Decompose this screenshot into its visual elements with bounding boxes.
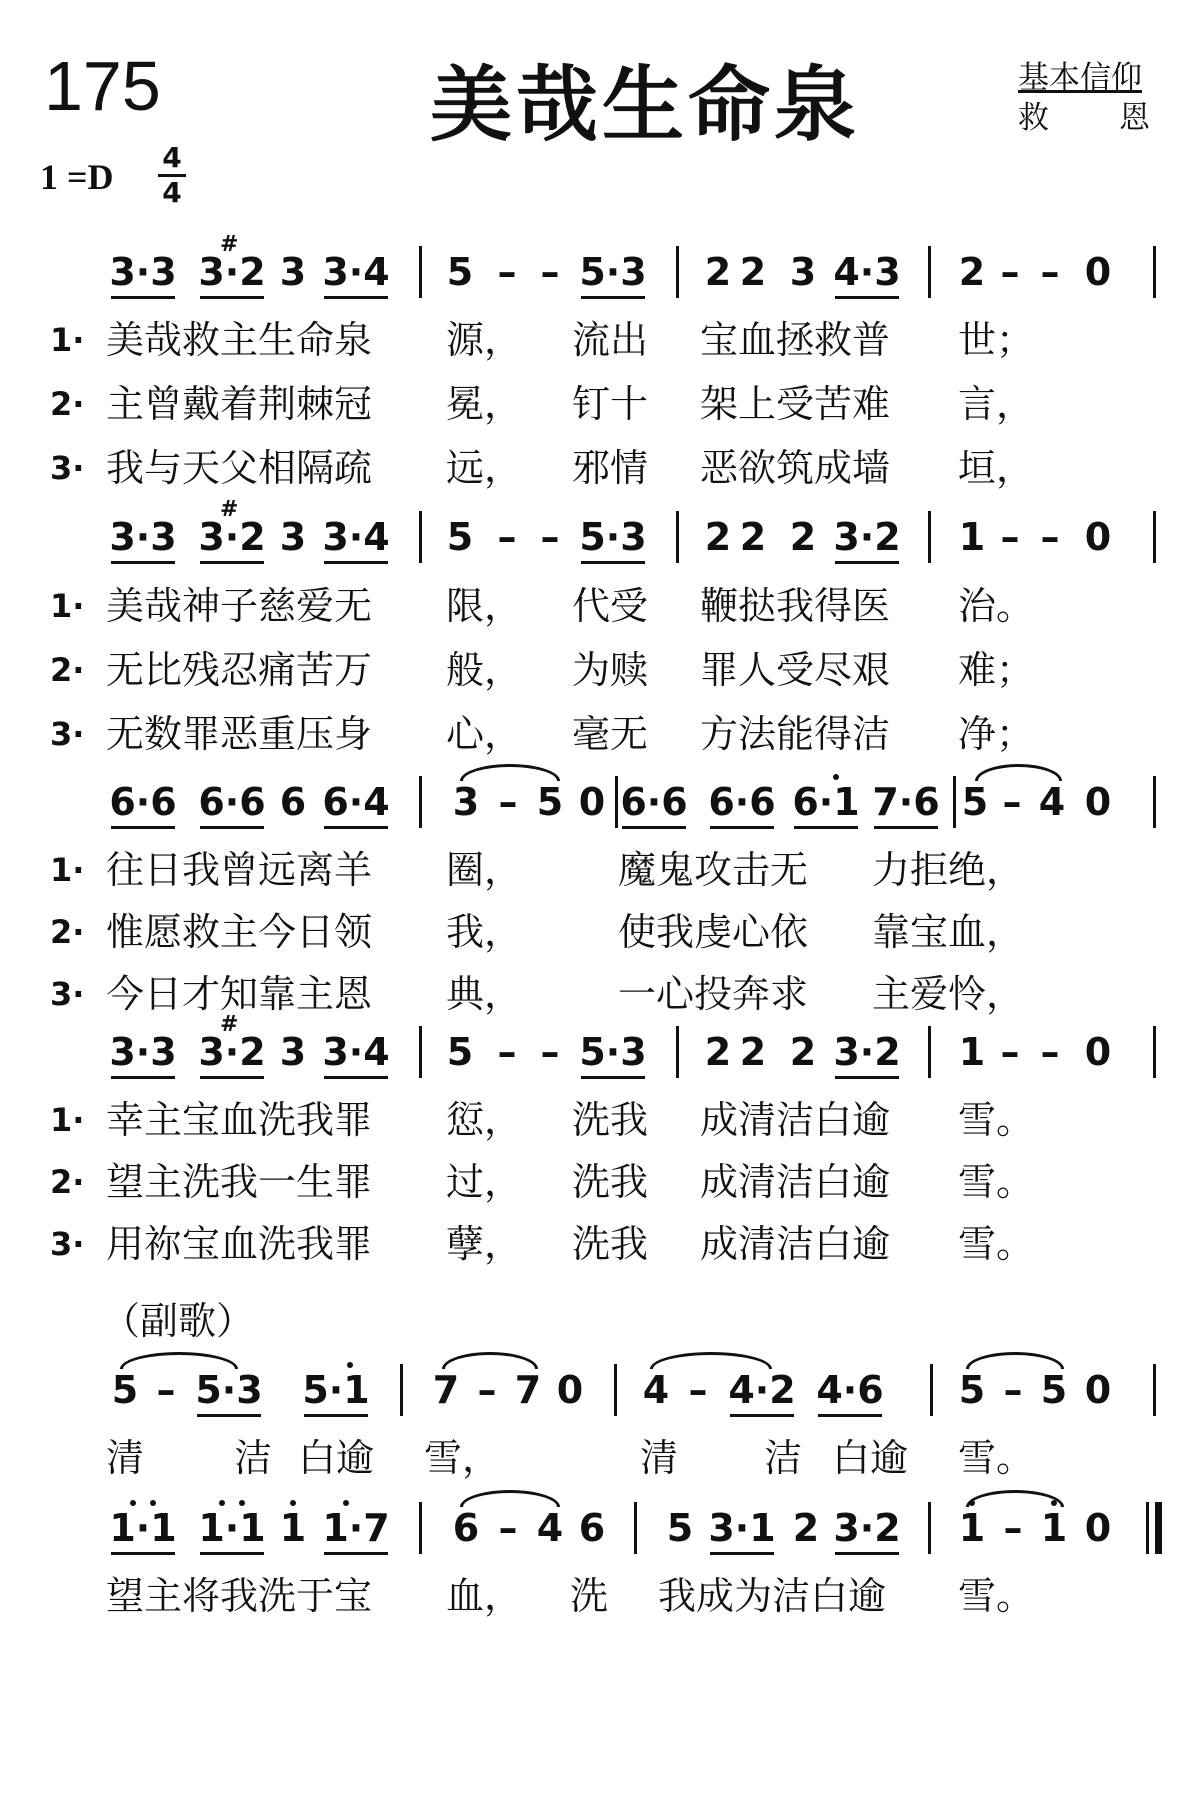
- note: 0: [578, 780, 606, 824]
- subcategory-label: [1018, 92, 1150, 137]
- tie-slur: [966, 1490, 1064, 1507]
- beam-underline: [200, 1076, 264, 1079]
- lyric-text: 宝血拯救普: [700, 318, 891, 362]
- note: 0: [1084, 1506, 1112, 1550]
- note: 3·2: [833, 1506, 901, 1550]
- barline: [419, 1502, 422, 1554]
- note: –: [1040, 1030, 1060, 1074]
- note: 1·1: [198, 1506, 266, 1550]
- barline: [1146, 1502, 1149, 1554]
- sharp-sign: #: [220, 1012, 239, 1037]
- chorus-lyric: 血，: [446, 1574, 523, 1618]
- note: 1: [958, 1030, 986, 1074]
- key-signature: 1 =D: [40, 157, 114, 197]
- verse-number: 2·: [50, 651, 85, 689]
- note: –: [498, 1506, 518, 1550]
- note: 3·2: [198, 1030, 266, 1074]
- note: 3·2: [833, 515, 901, 559]
- beam-underline: [730, 1414, 794, 1417]
- note: 3·3: [109, 1030, 177, 1074]
- note: 6·1: [792, 780, 860, 824]
- note: 0: [1084, 515, 1112, 559]
- note: 5: [446, 515, 474, 559]
- note: 1: [1040, 1506, 1068, 1550]
- note: 2: [704, 515, 732, 559]
- octave-dot: [150, 1500, 156, 1506]
- note: 3·4: [322, 515, 390, 559]
- beam-underline: [581, 1076, 645, 1079]
- chorus-lyric: 雪，: [424, 1436, 501, 1480]
- barline: [419, 776, 422, 828]
- note: 4: [536, 1506, 564, 1550]
- note: 5: [958, 1368, 986, 1412]
- beam-underline: [111, 1076, 175, 1079]
- tie-slur: [650, 1352, 772, 1369]
- note: 3: [279, 1030, 307, 1074]
- note: 3·3: [109, 515, 177, 559]
- lyric-text: 般，: [446, 648, 523, 692]
- note: 2: [739, 250, 767, 294]
- verse-number: 2·: [50, 1163, 85, 1201]
- note: –: [498, 780, 518, 824]
- chorus-lyric: 洁: [764, 1436, 803, 1480]
- barline: [928, 1026, 931, 1078]
- barline: [1153, 511, 1156, 563]
- note: 6·6: [198, 780, 266, 824]
- note: –: [1003, 1506, 1023, 1550]
- note: 4·3: [833, 250, 901, 294]
- note: 6·6: [708, 780, 776, 824]
- note: 5·3: [579, 250, 647, 294]
- chorus-lyric: 清: [640, 1436, 679, 1480]
- lyric-text: 源，: [446, 318, 523, 362]
- chorus-lyric: 白逾: [298, 1436, 375, 1480]
- verse-number: 2·: [50, 913, 85, 951]
- note: 1·7: [322, 1506, 390, 1550]
- note: 6: [452, 1506, 480, 1550]
- chorus-lyric: 雪。: [958, 1436, 1035, 1480]
- lyric-text: 成清洁白逾: [700, 1160, 891, 1204]
- note: 4: [642, 1368, 670, 1412]
- tie-slur: [975, 764, 1062, 781]
- verse-number: 2·: [50, 385, 85, 423]
- note: 3·4: [322, 250, 390, 294]
- lyric-text: 成清洁白逾: [700, 1098, 891, 1142]
- lyric-text: 靠宝血，: [872, 910, 1025, 954]
- lyric-text: 无比残忍痛苦万: [106, 648, 373, 692]
- beam-underline: [200, 296, 264, 299]
- beam-underline: [835, 296, 899, 299]
- beam-underline: [794, 826, 858, 829]
- note: 2: [739, 515, 767, 559]
- note: 0: [1084, 780, 1112, 824]
- tie-slur: [120, 1352, 238, 1369]
- hymn-title: 美哉生命泉: [430, 58, 861, 153]
- lyric-text: 净；: [958, 712, 1035, 756]
- lyric-text: 架上受苦难: [700, 382, 891, 426]
- verse-number: 1·: [50, 851, 85, 889]
- beam-underline: [111, 561, 175, 564]
- lyric-text: 雪。: [958, 1098, 1035, 1142]
- note: 4·2: [728, 1368, 796, 1412]
- sharp-sign: #: [220, 232, 239, 257]
- note: 3·2: [198, 250, 266, 294]
- lyric-text: 愆，: [446, 1098, 523, 1142]
- barline: [614, 1364, 617, 1416]
- lyric-text: 心，: [446, 712, 523, 756]
- tie-slur: [460, 764, 560, 781]
- note: 2: [739, 1030, 767, 1074]
- note: 4: [1038, 780, 1066, 824]
- verse-number: 1·: [50, 1101, 85, 1139]
- lyric-text: 为赎: [572, 648, 649, 692]
- note: –: [540, 250, 560, 294]
- note: 6: [279, 780, 307, 824]
- tie-slur: [966, 1352, 1064, 1369]
- note: 3·2: [833, 1030, 901, 1074]
- lyric-text: 望主洗我一生罪: [106, 1160, 373, 1204]
- octave-dot: [1051, 1500, 1057, 1506]
- note: 5: [111, 1368, 139, 1412]
- chorus-lyric: 雪。: [958, 1574, 1035, 1618]
- barline: [419, 511, 422, 563]
- beam-underline: [200, 561, 264, 564]
- lyric-text: 幸主宝血洗我罪: [106, 1098, 373, 1142]
- subcategory-char-2: 恩: [1119, 100, 1150, 136]
- note: 7: [432, 1368, 460, 1412]
- note: 6·6: [109, 780, 177, 824]
- octave-dot: [969, 1500, 975, 1506]
- barline: [676, 1026, 679, 1078]
- lyric-text: 美哉救主生命泉: [106, 318, 373, 362]
- note: 5: [446, 1030, 474, 1074]
- time-signature-top: 4: [162, 141, 182, 174]
- octave-dot: [343, 1500, 349, 1506]
- beam-underline: [324, 1552, 388, 1555]
- lyric-text: 远，: [446, 446, 523, 490]
- note: 0: [1084, 1368, 1112, 1412]
- beam-underline: [622, 826, 686, 829]
- beam-underline: [874, 826, 938, 829]
- note: 3·2: [198, 515, 266, 559]
- note: 3: [279, 515, 307, 559]
- lyric-text: 一心投奔求: [618, 972, 809, 1016]
- barline: [419, 246, 422, 298]
- barline: [1153, 1364, 1156, 1416]
- beam-underline: [197, 1414, 261, 1417]
- note: –: [540, 1030, 560, 1074]
- lyric-text: 雪。: [958, 1160, 1035, 1204]
- lyric-text: 鞭挞我得医: [700, 584, 891, 628]
- note: –: [497, 1030, 517, 1074]
- lyric-text: 方法能得洁: [700, 712, 891, 756]
- subcategory-char-1: 救: [1018, 100, 1049, 136]
- beam-underline: [111, 826, 175, 829]
- note: 3·3: [109, 250, 177, 294]
- lyric-text: 主曾戴着荆棘冠: [106, 382, 373, 426]
- note: 5: [536, 780, 564, 824]
- barline: [615, 776, 618, 828]
- chorus-lyric: 望主将我洗于宝: [106, 1574, 373, 1618]
- barline: [400, 1364, 403, 1416]
- lyric-text: 使我虔心依: [618, 910, 809, 954]
- note: 1: [958, 1506, 986, 1550]
- lyric-text: 难；: [958, 648, 1035, 692]
- note: 3·1: [708, 1506, 776, 1550]
- note: 5·3: [579, 1030, 647, 1074]
- lyric-text: 冕，: [446, 382, 523, 426]
- octave-dot: [833, 774, 839, 780]
- note: –: [1040, 515, 1060, 559]
- lyric-text: 魔鬼攻击无: [618, 848, 809, 892]
- barline: [928, 1502, 931, 1554]
- verse-number: 3·: [50, 715, 85, 753]
- note: 2: [789, 515, 817, 559]
- note: –: [497, 250, 517, 294]
- note: 5: [1040, 1368, 1068, 1412]
- lyric-text: 圈，: [446, 848, 523, 892]
- note: 5·3: [195, 1368, 263, 1412]
- lyric-text: 无数罪恶重压身: [106, 712, 373, 756]
- beam-underline: [710, 826, 774, 829]
- octave-dot: [219, 1500, 225, 1506]
- lyric-text: 洗我: [572, 1098, 649, 1142]
- beam-underline: [581, 296, 645, 299]
- time-signature-bottom: 4: [162, 176, 182, 209]
- note: 2: [704, 250, 732, 294]
- lyric-text: 用祢宝血洗我罪: [106, 1222, 373, 1266]
- lyric-text: 钉十: [572, 382, 649, 426]
- hymn-number: 175: [44, 47, 161, 125]
- lyric-text: 限，: [446, 584, 523, 628]
- category-label: 基本信仰: [1018, 60, 1142, 96]
- note: 6: [578, 1506, 606, 1550]
- note: 5·3: [579, 515, 647, 559]
- beam-underline: [200, 826, 264, 829]
- note: 2: [704, 1030, 732, 1074]
- lyric-text: 我与天父相隔疏: [106, 446, 373, 490]
- note: 3·4: [322, 1030, 390, 1074]
- tie-slur: [442, 1352, 538, 1369]
- beam-underline: [818, 1414, 882, 1417]
- beam-underline: [324, 296, 388, 299]
- lyric-text: 代受: [572, 584, 649, 628]
- chorus-lyric: 洁: [234, 1436, 273, 1480]
- note: 2: [789, 1030, 817, 1074]
- beam-underline: [304, 1414, 368, 1417]
- beam-underline: [581, 561, 645, 564]
- lyric-text: 言，: [958, 382, 1035, 426]
- lyric-text: 美哉神子慈爱无: [106, 584, 373, 628]
- note: 6·6: [620, 780, 688, 824]
- note: 0: [1084, 1030, 1112, 1074]
- final-barline: [1155, 1502, 1162, 1554]
- note: –: [1000, 1030, 1020, 1074]
- note: 5: [666, 1506, 694, 1550]
- lyric-text: 罪人受尽艰: [700, 648, 891, 692]
- lyric-text: 雪。: [958, 1222, 1035, 1266]
- note: 2: [792, 1506, 820, 1550]
- note: –: [477, 1368, 497, 1412]
- beam-underline: [324, 561, 388, 564]
- lyric-text: 我，: [446, 910, 523, 954]
- note: 1: [279, 1506, 307, 1550]
- note: 5·1: [302, 1368, 370, 1412]
- octave-dot: [347, 1362, 353, 1368]
- barline: [953, 776, 956, 828]
- beam-underline: [111, 1552, 175, 1555]
- barline: [676, 246, 679, 298]
- chorus-label: （副歌）: [102, 1299, 255, 1343]
- sharp-sign: #: [220, 497, 239, 522]
- lyric-text: 过，: [446, 1160, 523, 1204]
- note: 7: [514, 1368, 542, 1412]
- verse-number: 1·: [50, 321, 85, 359]
- note: 2: [958, 250, 986, 294]
- beam-underline: [200, 1552, 264, 1555]
- lyric-text: 今日才知靠主恩: [106, 972, 373, 1016]
- lyric-text: 惟愿救主今日领: [106, 910, 373, 954]
- chorus-lyric: 白逾: [832, 1436, 909, 1480]
- beam-underline: [835, 561, 899, 564]
- lyric-text: 往日我曾远离羊: [106, 848, 373, 892]
- lyric-text: 垣，: [958, 446, 1035, 490]
- barline: [1153, 776, 1156, 828]
- note: 0: [556, 1368, 584, 1412]
- note: 1: [958, 515, 986, 559]
- note: 5: [446, 250, 474, 294]
- beam-underline: [835, 1552, 899, 1555]
- barline: [676, 511, 679, 563]
- note: –: [1040, 250, 1060, 294]
- note: –: [1002, 780, 1022, 824]
- note: 3: [452, 780, 480, 824]
- octave-dot: [239, 1500, 245, 1506]
- barline: [928, 511, 931, 563]
- lyric-text: 典，: [446, 972, 523, 1016]
- beam-underline: [111, 296, 175, 299]
- note: –: [497, 515, 517, 559]
- time-signature: [158, 141, 186, 209]
- note: –: [688, 1368, 708, 1412]
- lyric-text: 流出: [572, 318, 649, 362]
- lyric-text: 力拒绝，: [872, 848, 1025, 892]
- lyric-text: 治。: [958, 584, 1035, 628]
- note: –: [156, 1368, 176, 1412]
- octave-dot: [290, 1500, 296, 1506]
- verse-number: 3·: [50, 1225, 85, 1263]
- note: 4·6: [816, 1368, 884, 1412]
- verse-number: 3·: [50, 449, 85, 487]
- barline: [930, 1364, 933, 1416]
- beam-underline: [710, 1552, 774, 1555]
- note: –: [1003, 1368, 1023, 1412]
- chorus-lyric: 洗: [570, 1574, 609, 1618]
- chorus-lyric: 我成为洁白逾: [658, 1574, 887, 1618]
- note: –: [1000, 250, 1020, 294]
- note: 0: [1084, 250, 1112, 294]
- lyric-text: 世；: [958, 318, 1035, 362]
- barline: [1153, 246, 1156, 298]
- lyric-text: 主爱怜，: [872, 972, 1025, 1016]
- barline: [928, 246, 931, 298]
- note: 7·6: [872, 780, 940, 824]
- note: 3: [279, 250, 307, 294]
- note: –: [540, 515, 560, 559]
- verse-number: 3·: [50, 975, 85, 1013]
- chorus-lyric: 清: [106, 1436, 145, 1480]
- lyric-text: 邪情: [572, 446, 649, 490]
- note: 5: [961, 780, 989, 824]
- verse-number: 1·: [50, 587, 85, 625]
- octave-dot: [130, 1500, 136, 1506]
- lyric-text: 恶欲筑成墙: [700, 446, 891, 490]
- barline: [634, 1502, 637, 1554]
- beam-underline: [324, 1076, 388, 1079]
- beam-underline: [835, 1076, 899, 1079]
- note: 6·4: [322, 780, 390, 824]
- note: 3: [789, 250, 817, 294]
- lyric-text: 洗我: [572, 1222, 649, 1266]
- lyric-text: 成清洁白逾: [700, 1222, 891, 1266]
- beam-underline: [324, 826, 388, 829]
- barline: [419, 1026, 422, 1078]
- barline: [1153, 1026, 1156, 1078]
- lyric-text: 毫无: [572, 712, 649, 756]
- note: –: [1000, 515, 1020, 559]
- lyric-text: 洗我: [572, 1160, 649, 1204]
- note: 1·1: [109, 1506, 177, 1550]
- lyric-text: 孽，: [446, 1222, 523, 1266]
- tie-slur: [460, 1490, 560, 1507]
